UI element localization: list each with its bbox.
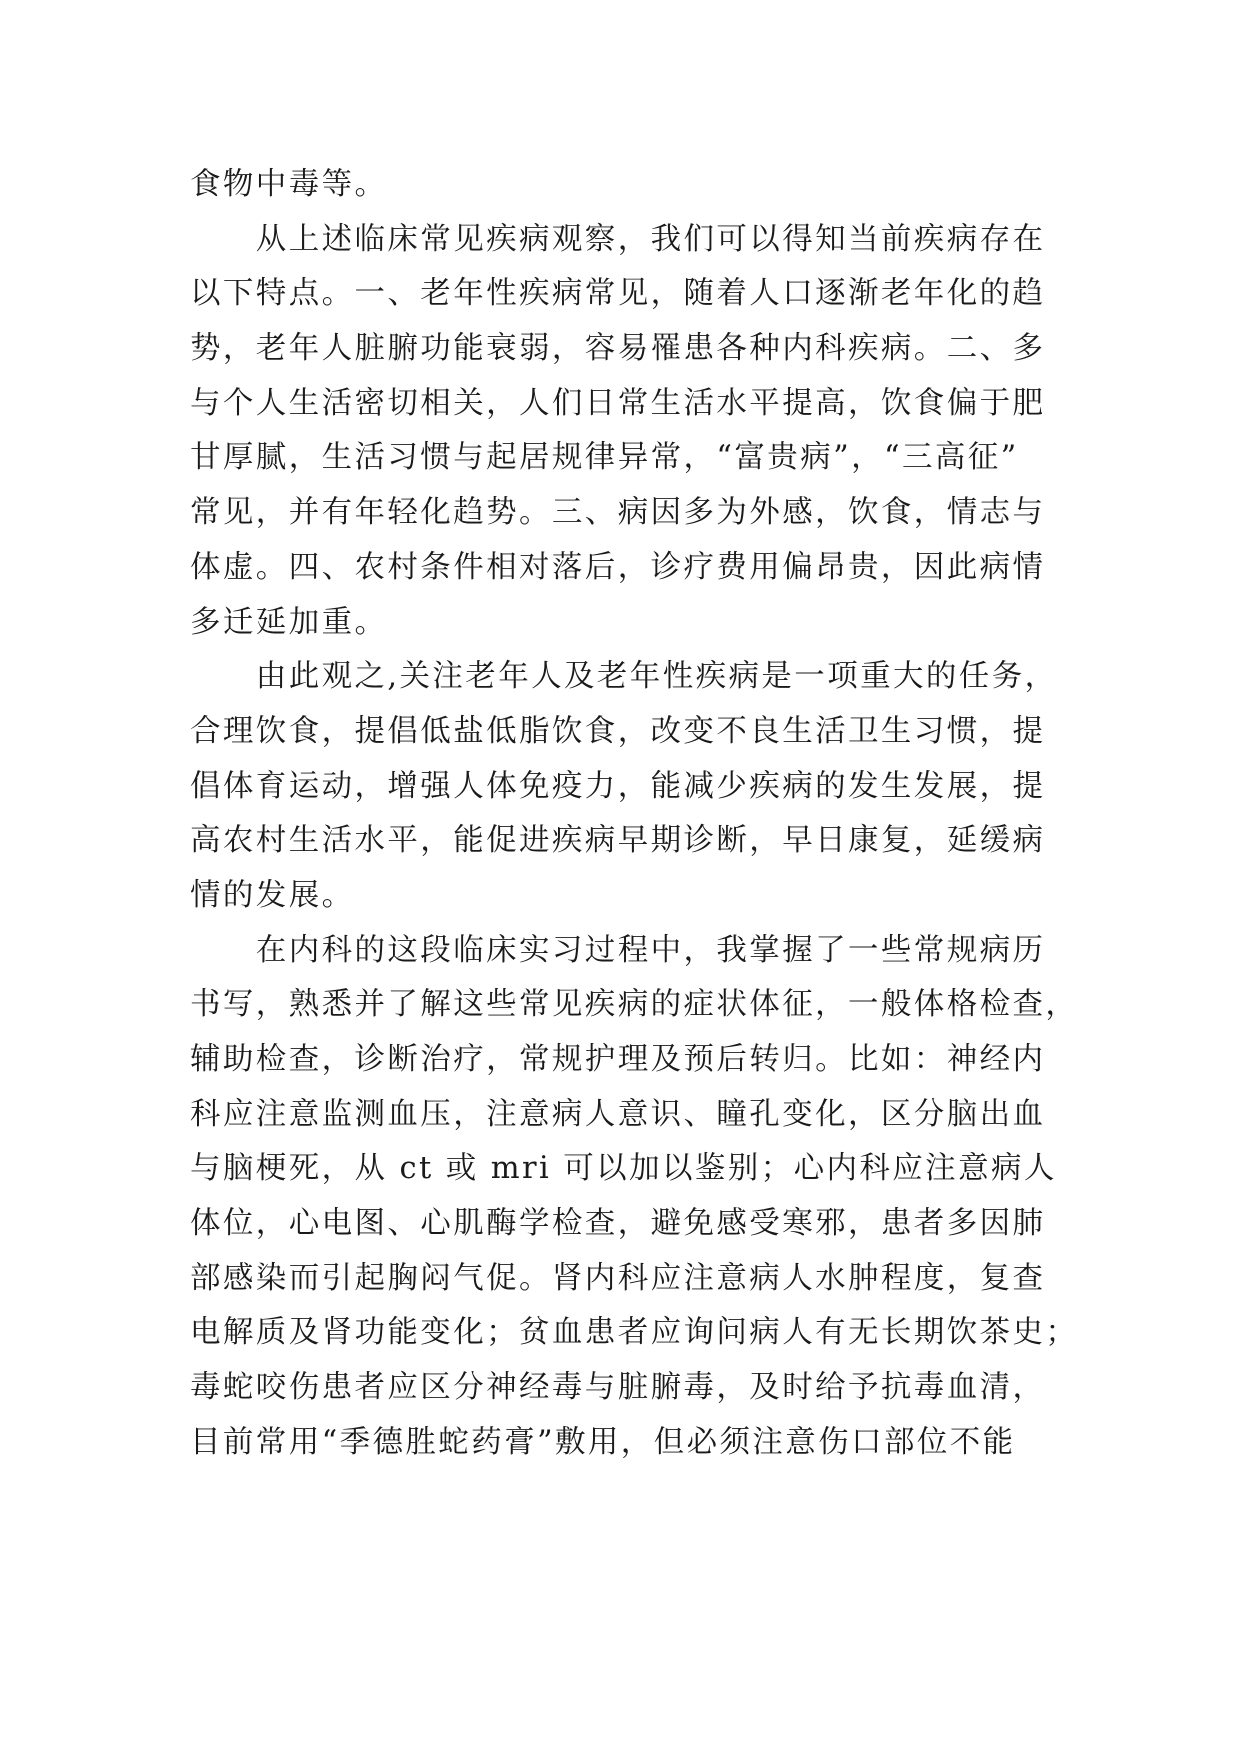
text-line: 甘厚腻，生活习惯与起居规律异常，“富贵病”，“三高征” (190, 440, 1019, 476)
text-line: 科应注意监测血压，注意病人意识、瞳孔变化，区分脑出血 (190, 1096, 1046, 1132)
text-line: 与个人生活密切相关，人们日常生活水平提高，饮食偏于肥 (190, 385, 1046, 421)
text-line: 势，老年人脏腑功能衰弱，容易罹患各种内科疾病。二、多 (190, 331, 1046, 367)
text-line: 体位，心电图、心肌酶学检查，避免感受寒邪，患者多因肺 (190, 1206, 1046, 1242)
text-line: 体虚。四、农村条件相对落后，诊疗费用偏昂贵，因此病情 (190, 549, 1046, 585)
text-line: 高农村生活水平，能促进疾病早期诊断，早日康复，延缓病 (190, 823, 1046, 859)
text-line: 目前常用“季德胜蛇药膏”敷用，但必须注意伤口部位不能 (190, 1424, 1016, 1460)
text-line: 书写，熟悉并了解这些常见疾病的症状体征，一般体格检查， (190, 987, 1079, 1023)
text-line: 多迁延加重。 (190, 604, 388, 640)
text-line: 以下特点。一、老年性疾病常见，随着人口逐渐老年化的趋 (190, 276, 1046, 312)
text-line: 电解质及肾功能变化；贫血患者应询问病人有无长期饮茶史； (190, 1315, 1079, 1351)
text-line: 辅助检查，诊断治疗，常规护理及预后转归。比如：神经内 (190, 1042, 1046, 1077)
text-line: 与脑梗死，从 ct 或 mri 可以加以鉴别；心内科应注意病人 (190, 1151, 1057, 1187)
body-text (190, 158, 1079, 1471)
text-line: 从上述临床常见疾病观察，我们可以得知当前疾病存在 (190, 221, 1046, 257)
text-line: 食物中毒等。 (190, 167, 388, 202)
text-line: 倡体育运动，增强人体免疫力，能减少疾病的发生发展，提 (190, 768, 1046, 804)
text-line: 在内科的这段临床实习过程中，我掌握了一些常规病历 (190, 932, 1046, 968)
text-line: 毒蛇咬伤患者应区分神经毒与脏腑毒，及时给予抗毒血清， (190, 1370, 1046, 1406)
text-line: 部感染而引起胸闷气促。肾内科应注意病人水肿程度，复查 (190, 1260, 1046, 1296)
text-line: 合理饮食，提倡低盐低脂饮食，改变不良生活卫生习惯，提 (190, 713, 1046, 749)
text-line: 情的发展。 (190, 877, 355, 913)
text-line: 由此观之,关注老年人及老年性疾病是一项重大的任务， (190, 659, 1058, 695)
text-line: 常见，并有年轻化趋势。三、病因多为外感，饮食，情志与 (190, 495, 1046, 531)
